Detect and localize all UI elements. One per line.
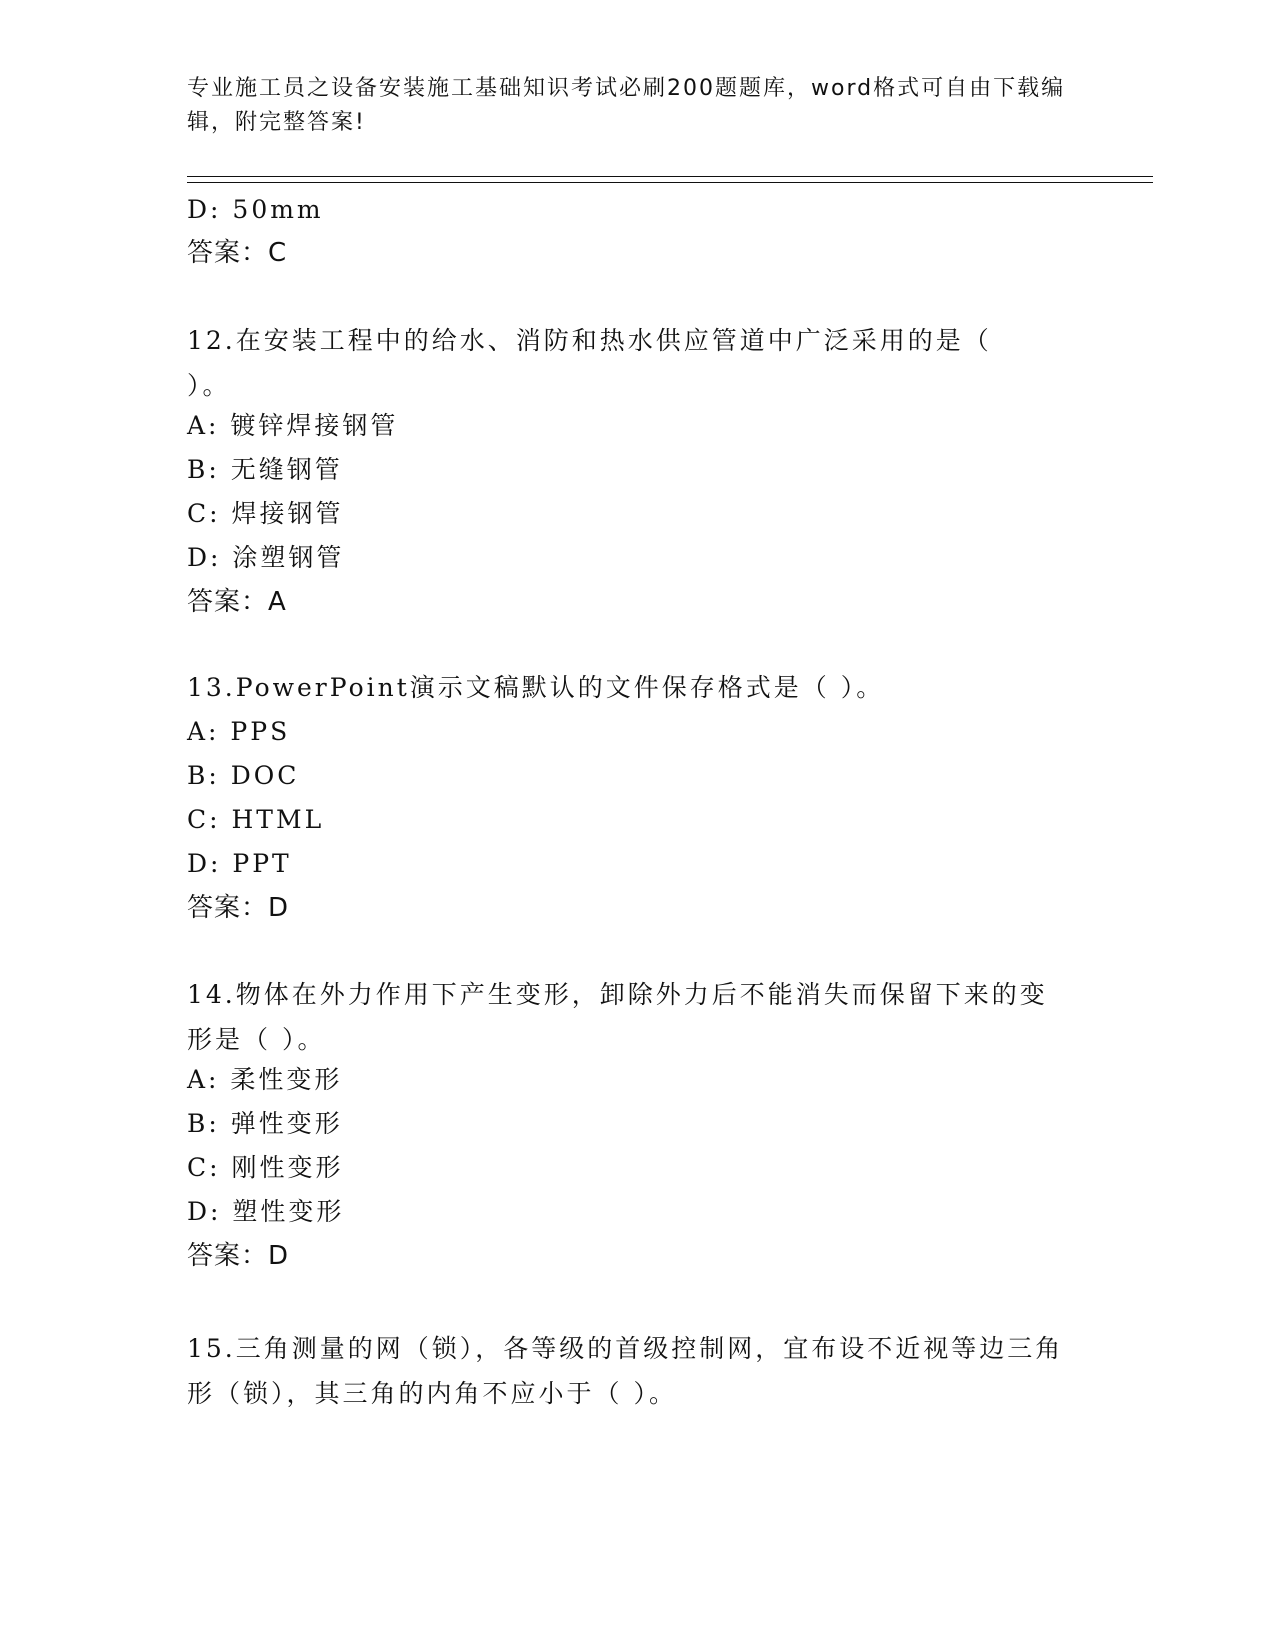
q13-option-a: A: PPS <box>187 717 291 746</box>
q14-option-d: D: 塑性变形 <box>187 1197 345 1226</box>
answer-label: 答案：C <box>187 238 288 268</box>
header-divider-top <box>187 176 1153 177</box>
q12-option-b: B: 无缝钢管 <box>187 455 343 484</box>
q12-option-c: C: 焊接钢管 <box>187 499 344 528</box>
option-d: D: 50mm <box>187 195 324 224</box>
question-13-text: 13.PowerPoint演示文稿默认的文件保存格式是（ ）。 <box>187 673 885 702</box>
q13-option-b: B: DOC <box>187 761 300 790</box>
q12-answer: 答案：A <box>187 587 287 617</box>
question-14-text: 14.物体在外力作用下产生变形，卸除外力后不能消失而保留下来的变形是（ ）。 <box>187 980 1048 1054</box>
q13-option-c: C: HTML <box>187 805 325 834</box>
q14-option-a: A: 柔性变形 <box>187 1065 343 1094</box>
q12-option-a: A: 镀锌焊接钢管 <box>187 411 399 440</box>
q13-answer: 答案：D <box>187 893 290 923</box>
q14-option-b: B: 弹性变形 <box>187 1109 343 1138</box>
q13-option-d: D: PPT <box>187 849 292 878</box>
q14-answer: 答案：D <box>187 1241 290 1271</box>
document-header: 专业施工员之设备安装施工基础知识考试必刷200题题库，word格式可自由下载编辑，附完整答案! <box>187 76 1066 135</box>
q12-option-d: D: 涂塑钢管 <box>187 543 345 572</box>
header-divider-bottom <box>187 182 1153 183</box>
question-15-text: 15.三角测量的网（锁），各等级的首级控制网，宜布设不近视等边三角形（锁），其三角的内角不应小于（ ）。 <box>187 1334 1064 1408</box>
question-12-text: 12.在安装工程中的给水、消防和热水供应管道中广泛采用的是（ ）。 <box>187 326 992 400</box>
q14-option-c: C: 刚性变形 <box>187 1153 344 1182</box>
